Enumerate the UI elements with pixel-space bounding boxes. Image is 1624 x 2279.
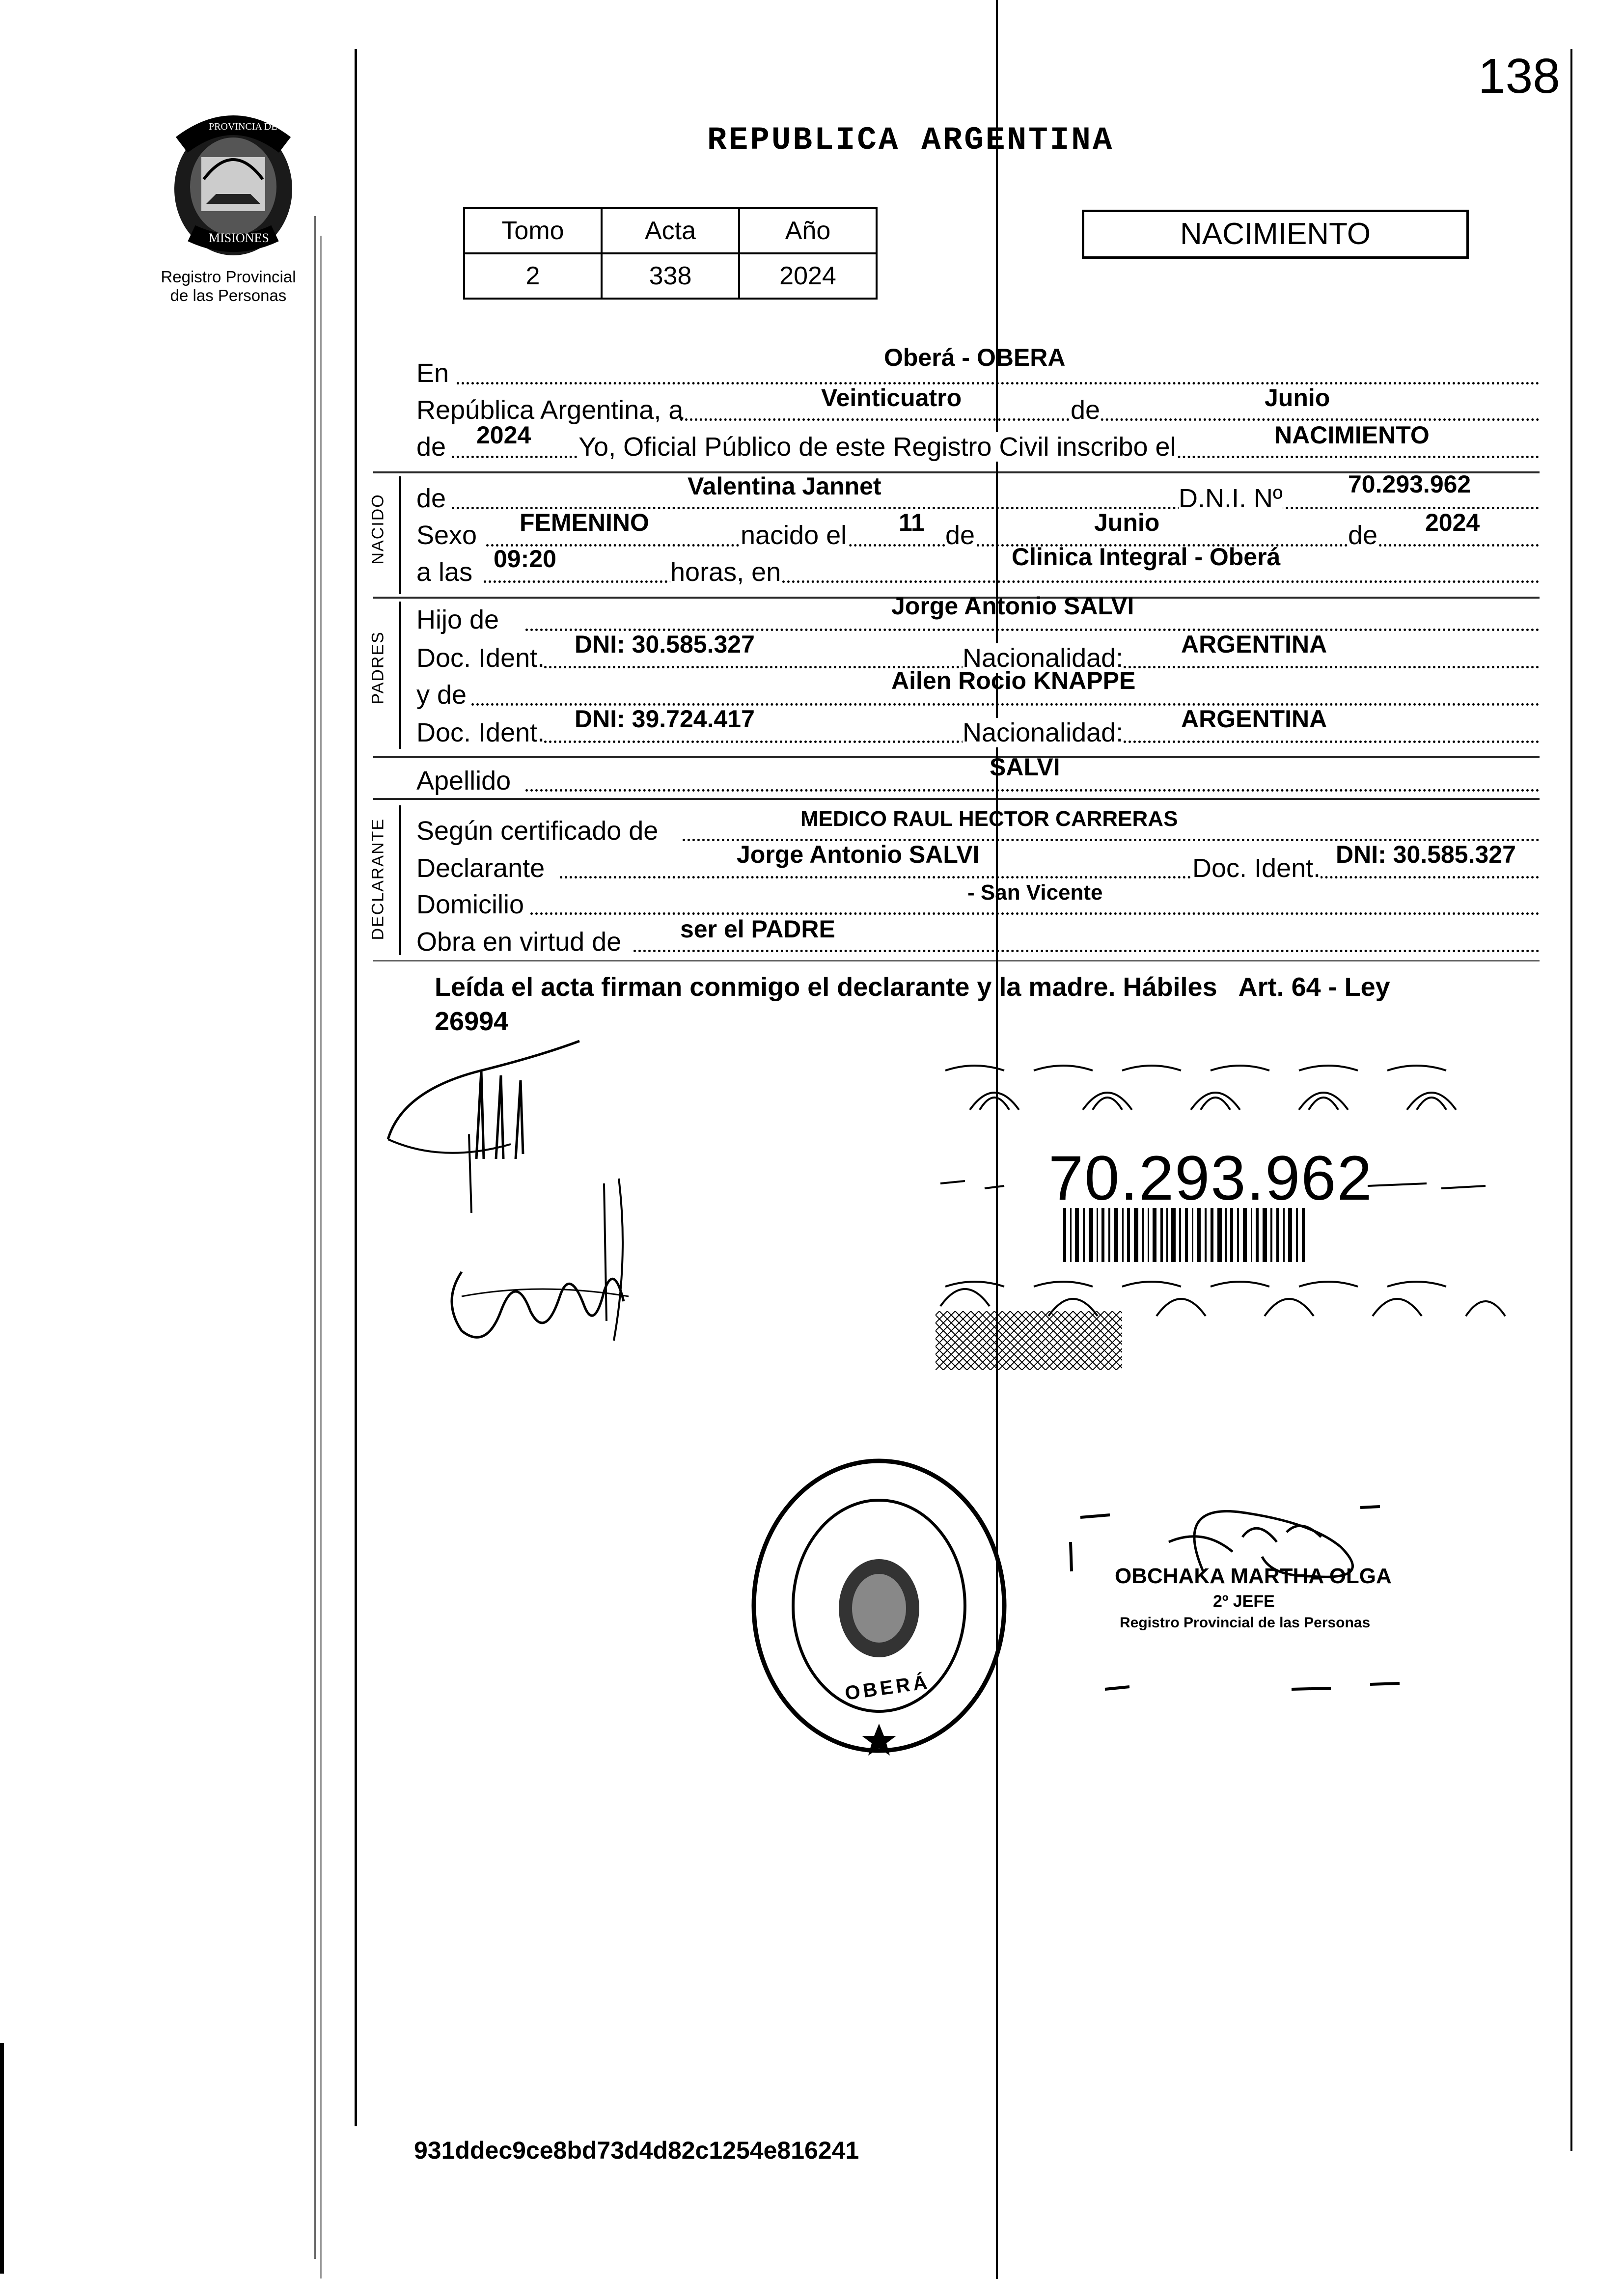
registry-label xyxy=(142,268,314,305)
left-edge-line xyxy=(314,216,316,2259)
sexo-value: FEMENINO xyxy=(520,509,649,536)
record-type-label: NACIMIENTO xyxy=(1180,217,1371,251)
document-title: REPUBLICA ARGENTINA xyxy=(707,122,1114,159)
year-value: 2024 xyxy=(476,421,531,449)
domicilio-dots xyxy=(530,912,1540,915)
province-logo xyxy=(162,110,304,260)
official-stamp xyxy=(1056,1483,1459,1729)
declarante-side-bar xyxy=(399,805,401,955)
page-number: 138 xyxy=(1478,49,1560,104)
registry-line-2: de las Personas xyxy=(170,286,287,304)
apellido-dots xyxy=(525,789,1540,792)
statement-text: Yo, Oficial Público de este Registro Civil inscribo el xyxy=(578,432,1176,462)
act-value: NACIMIENTO xyxy=(1274,421,1430,449)
father-doc-value: DNI: 30.585.327 xyxy=(575,631,755,658)
mother-nac-label: Nacionalidad: xyxy=(963,718,1124,747)
day-words-value: Veinticuatro xyxy=(821,384,962,412)
birth-month-value: Junio xyxy=(1094,509,1160,536)
apellido-top-rule xyxy=(373,756,1540,758)
apellido-label: Apellido xyxy=(416,766,511,796)
time-dots xyxy=(484,580,1540,583)
domicilio-value: - San Vicente xyxy=(967,880,1103,905)
nacido-de-label: de xyxy=(416,484,446,513)
certificado-value: MEDICO RAUL HECTOR CARRERAS xyxy=(800,807,1178,831)
left-binding-mark xyxy=(0,2043,4,2274)
hijo-de-label: Hijo de xyxy=(416,605,499,634)
nacido-de-label-3: de xyxy=(1348,521,1378,550)
father-name-value: Jorge Antonio SALVI xyxy=(891,592,1134,620)
signature-madre xyxy=(442,1134,668,1360)
left-edge-line-2 xyxy=(320,236,322,2279)
volume-table xyxy=(463,207,878,300)
birth-place-value: Clinica Integral - Oberá xyxy=(1012,543,1281,571)
td-acta: 338 xyxy=(602,253,739,299)
a-las-label: a las xyxy=(416,557,473,587)
de-label-1: de xyxy=(1071,395,1101,425)
de-label-2: de xyxy=(416,432,446,462)
closing-line-2: 26994 xyxy=(435,1007,509,1036)
declarante-doc-label: Doc. Ident. xyxy=(1192,853,1321,883)
logo-bottom-text: MISIONES xyxy=(209,231,269,245)
place-value: Oberá - OBERA xyxy=(884,344,1066,371)
logo-top-text: PROVINCIA DE xyxy=(209,121,277,132)
obra-value: ser el PADRE xyxy=(680,915,835,943)
padres-side-bar xyxy=(399,602,401,749)
obra-label: Obra en virtud de xyxy=(416,927,622,957)
declarante-bottom-rule xyxy=(373,960,1540,961)
horas-label: horas, en xyxy=(670,557,781,587)
en-label: En xyxy=(416,358,449,388)
republic-dots xyxy=(680,418,1540,421)
official-name: OBCHAKA MARTHA OLGA xyxy=(1115,1564,1392,1588)
registry-line-1: Registro Provincial xyxy=(161,268,296,286)
th-tomo: Tomo xyxy=(464,208,602,253)
declarante-doc-value: DNI: 30.585.327 xyxy=(1336,841,1516,868)
barcode-number: 70.293.962 xyxy=(1048,1143,1373,1213)
official-role: 2º JEFE xyxy=(1213,1592,1275,1611)
obra-dots xyxy=(633,950,1540,952)
republic-label: República Argentina, a xyxy=(416,395,684,425)
volume-table-header xyxy=(464,208,877,253)
birth-day-value: 11 xyxy=(899,509,925,536)
declarante-label: Declarante xyxy=(416,853,545,883)
mother-doc-value: DNI: 39.724.417 xyxy=(575,705,755,733)
seal-city: OBERÁ xyxy=(843,1671,932,1704)
declarante-section-label: DECLARANTE xyxy=(368,818,387,940)
nacido-side-bar xyxy=(399,476,401,594)
nacido-el-label: nacido el xyxy=(741,521,847,550)
father-doc-label: Doc. Ident. xyxy=(416,643,545,673)
padres-section-label: PADRES xyxy=(368,631,387,705)
security-sticker xyxy=(936,1056,1515,1370)
en-dots xyxy=(457,382,1540,384)
declarante-dots xyxy=(560,876,1540,879)
th-anio: Año xyxy=(739,208,877,253)
nacido-de-label-2: de xyxy=(945,521,975,550)
birth-year-value: 2024 xyxy=(1425,509,1480,536)
right-margin-line xyxy=(1570,49,1572,2151)
mother-doc-label: Doc. Ident. xyxy=(416,718,545,747)
child-dni-value: 70.293.962 xyxy=(1348,470,1471,498)
sexo-label: Sexo xyxy=(416,521,477,550)
father-nationality-value: ARGENTINA xyxy=(1181,631,1327,658)
dni-label: D.N.I. Nº xyxy=(1179,484,1283,513)
closing-line-1: Leída el acta firman conmigo el declarante y la madre. Hábiles Art. 64 - Ley xyxy=(435,972,1390,1002)
nacido-section-label: NACIDO xyxy=(368,494,387,565)
certificado-label: Según certificado de xyxy=(416,816,659,846)
birth-time-value: 09:20 xyxy=(494,545,556,573)
month-value: Junio xyxy=(1265,384,1330,412)
declarante-value: Jorge Antonio SALVI xyxy=(737,841,980,868)
record-type-box xyxy=(1082,210,1469,259)
mother-nationality-value: ARGENTINA xyxy=(1181,705,1327,733)
left-margin-line xyxy=(355,49,357,2126)
domicilio-label: Domicilio xyxy=(416,890,524,919)
official-office: Registro Provincial de las Personas xyxy=(1120,1615,1371,1631)
declarante-top-rule xyxy=(373,798,1540,800)
apellido-value: SALVI xyxy=(990,753,1060,781)
th-acta: Acta xyxy=(602,208,739,253)
y-de-label: y de xyxy=(416,680,467,710)
mother-name-value: Ailen Rocio KNAPPE xyxy=(891,667,1136,694)
td-anio: 2024 xyxy=(739,253,877,299)
volume-table-row xyxy=(464,253,877,299)
td-tomo: 2 xyxy=(464,253,602,299)
father-nac-label: Nacionalidad: xyxy=(963,643,1124,673)
child-name-value: Valentina Jannet xyxy=(688,472,881,500)
document-hash: 931ddec9ce8bd73d4d82c1254e816241 xyxy=(414,2137,859,2164)
round-seal xyxy=(746,1454,1012,1758)
